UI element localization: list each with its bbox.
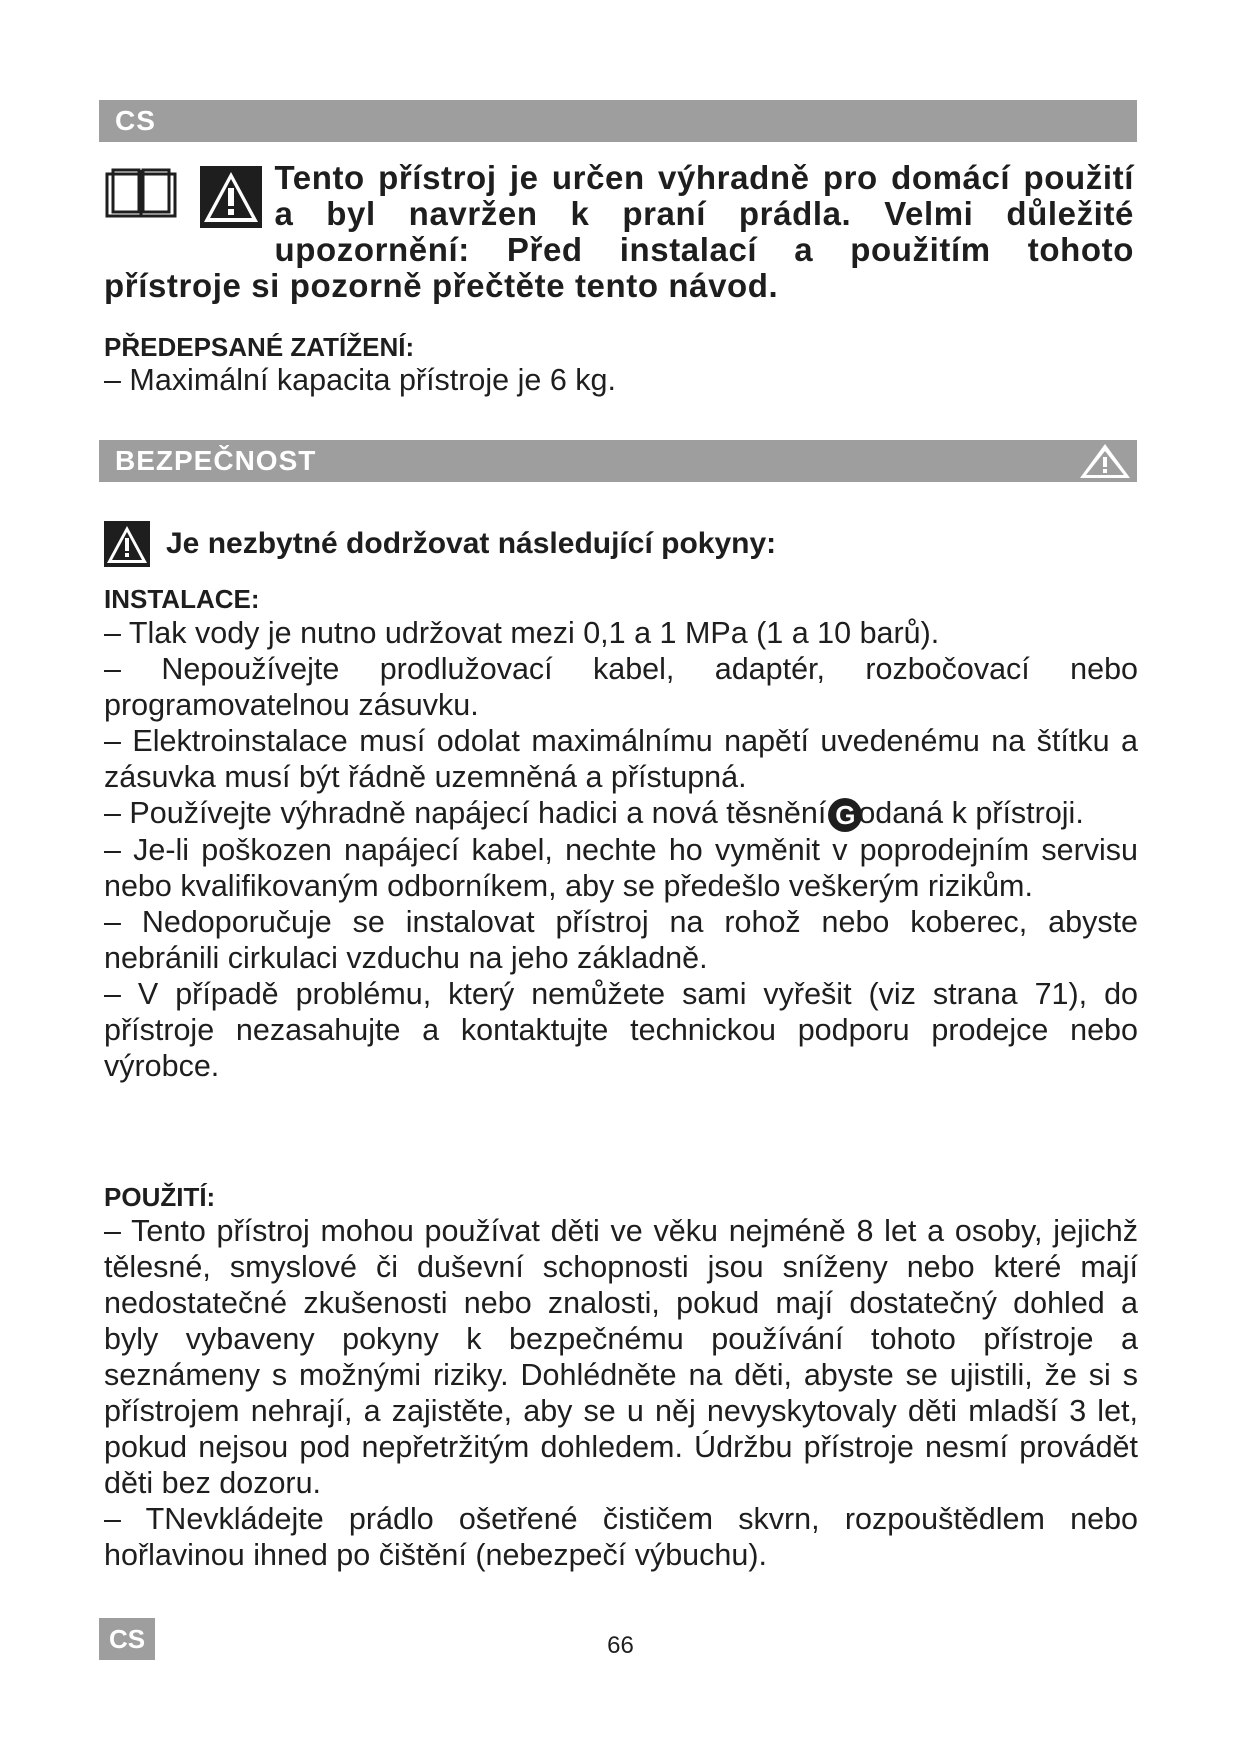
- list-item: – Nepoužívejte prodlužovací kabel, adaptér, rozbočovací nebo programovatelnou zásuvku.: [104, 652, 1138, 722]
- list-item: – Nedoporučuje se instalovat přístroj na rohož nebo koberec, abyste nebránili cirkulaci vzduchu na jeho základně.: [104, 904, 1138, 975]
- load-text: – Maximální kapacita přístroje je 6 kg.: [104, 363, 616, 397]
- installation-list: [104, 615, 1138, 1084]
- load-text-block: [104, 362, 1138, 398]
- page-number: 66: [607, 1632, 634, 1659]
- section-bar-cs: [99, 100, 1137, 142]
- list-item: – TNevkládejte prádlo ošetřené čističem skvrn, rozpouštědlem nebo hořlavinou ihned po čištění (nebezpečí výbuchu).: [104, 1502, 1138, 1572]
- load-label: PŘEDEPSANÉ ZATÍŽENÍ:: [104, 332, 415, 362]
- g-badge-icon: G: [828, 798, 862, 832]
- intro-text: Tento přístroj je určen výhradně pro domácí použití a byl navržen k praní prádla. Velmi důležité upozornění: Před instalací a použitím tohoto přístroje si pozorně přečtěte tento návod.: [104, 159, 1134, 304]
- list-item: [104, 795, 1138, 832]
- safety-title: BEZPEČNOST: [115, 445, 317, 476]
- safety-note-text: Je nezbytné dodržovat následující pokyny:: [166, 527, 777, 560]
- list-item: – Elektroinstalace musí odolat maximálnímu napětí uvedenému na štítku a zásuvka musí být řádně uzemněná a přístupná.: [104, 724, 1138, 794]
- installation-label: INSTALACE:: [104, 584, 260, 614]
- list-item: – V případě problému, který nemůžete sami vyřešit (viz strana 71), do přístroje nezasahujte a kontaktujte technickou podporu prodejce nebo výrobce.: [104, 976, 1138, 1083]
- list-item: – Tento přístroj mohou používat děti ve věku nejméně 8 let a osoby, jejichž tělesné, smyslové či duševní schopnosti jsou sníženy nebo které mají nedostatečné zkušenosti nebo znalosti, pokud mají dostatečný dohled a byly vybaveny pokyny k bezpečnému používání tohoto přístroje a seznámeny s možnými riziky. Dohlédněte na děti, abyste se ujistili, že si s přístrojem nehrají, a zajistěte, aby se u něj nevyskytovaly děti mladší 3 let, pokud nejsou pod nepřetržitým dohledem. Údržbu přístroje nesmí provádět děti bez dozoru.: [104, 1214, 1138, 1500]
- manual-book-icon: [104, 166, 178, 222]
- language-tag: CS: [115, 105, 156, 136]
- usage-list: [104, 1213, 1138, 1573]
- warning-icon: [104, 521, 150, 567]
- warning-icon: [1079, 443, 1131, 479]
- footer-language-tag: CS: [99, 1618, 155, 1660]
- section-bar-safety: [99, 440, 1137, 482]
- list-item: – Je-li poškozen napájecí kabel, nechte ho vyměnit v poprodejním servisu nebo kvalifikovaným odborníkem, aby se předešlo veškerým rizikům.: [104, 832, 1138, 903]
- list-item: – Tlak vody je nutno udržovat mezi 0,1 a 1 MPa (1 a 10 barů).: [104, 616, 940, 650]
- intro-icons: [104, 166, 262, 236]
- usage-label: POUŽITÍ:: [104, 1182, 216, 1212]
- safety-note: [104, 521, 776, 567]
- intro-block: [104, 160, 1134, 304]
- hose-item-before: – Používejte výhradně napájecí hadici a nová těsnění: [104, 796, 827, 830]
- warning-icon: [200, 166, 262, 228]
- hose-item-after: odaná k přístroji.: [858, 796, 1084, 830]
